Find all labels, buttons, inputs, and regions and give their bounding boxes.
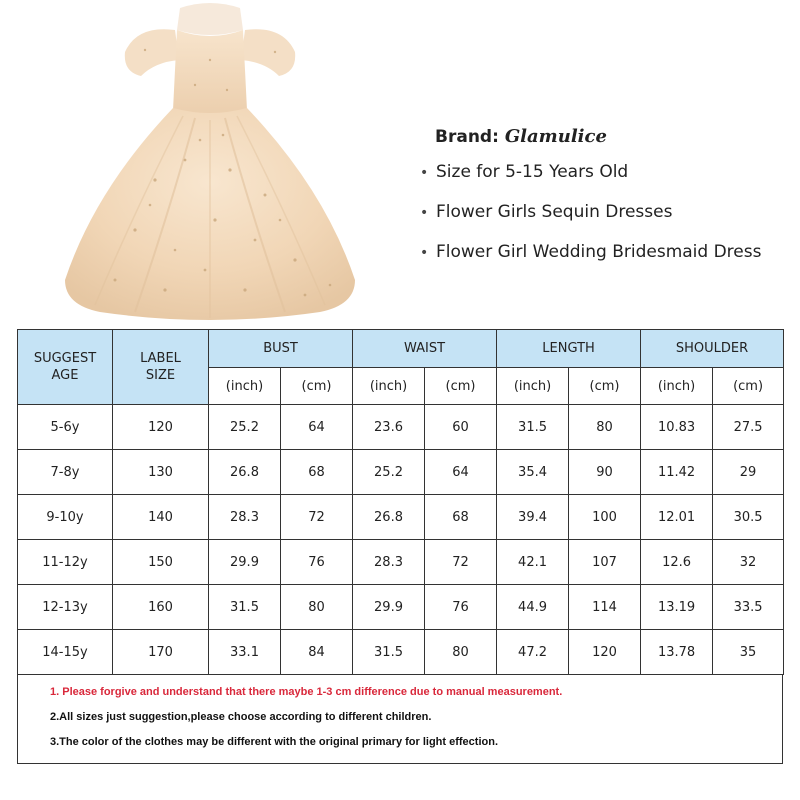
value-cell: 80	[569, 405, 641, 450]
note-2: 2.All sizes just suggestion,please choose according to different children.	[50, 711, 432, 723]
value-cell: 10.83	[641, 405, 713, 450]
value-cell: 80	[425, 630, 497, 675]
brand-name: Glamulice	[504, 126, 607, 147]
value-cell: 60	[425, 405, 497, 450]
value-cell: 11.42	[641, 450, 713, 495]
size-cell: 120	[113, 405, 209, 450]
value-cell: 68	[281, 450, 353, 495]
header-label-size: LABEL SIZE	[113, 330, 209, 405]
unit-inch: (inch)	[641, 368, 713, 405]
bullet-item	[420, 192, 790, 232]
value-cell: 72	[425, 540, 497, 585]
value-cell: 39.4	[497, 495, 569, 540]
value-cell: 13.19	[641, 585, 713, 630]
value-cell: 13.78	[641, 630, 713, 675]
value-cell: 64	[425, 450, 497, 495]
value-cell: 31.5	[353, 630, 425, 675]
age-cell: 7-8y	[18, 450, 113, 495]
value-cell: 80	[281, 585, 353, 630]
value-cell: 31.5	[497, 405, 569, 450]
note-1: 1. Please forgive and understand that there maybe 1-3 cm difference due to manual measurement.	[50, 686, 563, 698]
unit-cm: (cm)	[281, 368, 353, 405]
brand-line	[435, 122, 790, 152]
value-cell: 114	[569, 585, 641, 630]
size-cell: 130	[113, 450, 209, 495]
value-cell: 26.8	[353, 495, 425, 540]
value-cell: 76	[281, 540, 353, 585]
size-cell: 140	[113, 495, 209, 540]
value-cell: 32	[713, 540, 784, 585]
value-cell: 84	[281, 630, 353, 675]
value-cell: 12.01	[641, 495, 713, 540]
bullet-item	[420, 232, 790, 272]
header-length: LENGTH	[497, 330, 641, 368]
bullet-dot-icon: •	[420, 245, 429, 261]
size-cell: 150	[113, 540, 209, 585]
value-cell: 25.2	[209, 405, 281, 450]
header-waist: WAIST	[353, 330, 497, 368]
unit-inch: (inch)	[209, 368, 281, 405]
unit-cm: (cm)	[713, 368, 784, 405]
age-cell: 14-15y	[18, 630, 113, 675]
bullet-text: Size for 5-15 Years Old	[436, 162, 629, 182]
table-row	[18, 495, 784, 540]
value-cell: 27.5	[713, 405, 784, 450]
value-cell: 64	[281, 405, 353, 450]
size-cell: 170	[113, 630, 209, 675]
header-shoulder: SHOULDER	[641, 330, 784, 368]
brand-label: Brand:	[435, 127, 499, 147]
value-cell: 72	[281, 495, 353, 540]
value-cell: 90	[569, 450, 641, 495]
value-cell: 35.4	[497, 450, 569, 495]
table-row	[18, 585, 784, 630]
bullet-item	[420, 152, 790, 192]
unit-cm: (cm)	[425, 368, 497, 405]
age-cell: 12-13y	[18, 585, 113, 630]
age-cell: 11-12y	[18, 540, 113, 585]
notes-box	[17, 674, 783, 764]
value-cell: 100	[569, 495, 641, 540]
value-cell: 29.9	[353, 585, 425, 630]
header-suggest-age: SUGGEST AGE	[18, 330, 113, 405]
table-row	[18, 405, 784, 450]
value-cell: 12.6	[641, 540, 713, 585]
value-cell: 76	[425, 585, 497, 630]
value-cell: 29.9	[209, 540, 281, 585]
value-cell: 29	[713, 450, 784, 495]
product-info	[420, 122, 790, 272]
value-cell: 23.6	[353, 405, 425, 450]
note-3: 3.The color of the clothes may be different with the original primary for light effection.	[50, 736, 498, 748]
value-cell: 35	[713, 630, 784, 675]
value-cell: 31.5	[209, 585, 281, 630]
value-cell: 28.3	[209, 495, 281, 540]
table-row	[18, 450, 784, 495]
value-cell: 33.5	[713, 585, 784, 630]
age-cell: 5-6y	[18, 405, 113, 450]
bullet-dot-icon: •	[420, 205, 429, 221]
value-cell: 28.3	[353, 540, 425, 585]
value-cell: 33.1	[209, 630, 281, 675]
bullet-text: Flower Girl Wedding Bridesmaid Dress	[436, 242, 762, 262]
unit-cm: (cm)	[569, 368, 641, 405]
value-cell: 42.1	[497, 540, 569, 585]
dress-image	[55, 0, 365, 325]
bullet-text: Flower Girls Sequin Dresses	[436, 202, 673, 222]
value-cell: 44.9	[497, 585, 569, 630]
value-cell: 25.2	[353, 450, 425, 495]
size-chart-table	[17, 329, 784, 675]
age-cell: 9-10y	[18, 495, 113, 540]
header-bust: BUST	[209, 330, 353, 368]
value-cell: 47.2	[497, 630, 569, 675]
table-row	[18, 540, 784, 585]
value-cell: 107	[569, 540, 641, 585]
unit-inch: (inch)	[353, 368, 425, 405]
value-cell: 68	[425, 495, 497, 540]
size-cell: 160	[113, 585, 209, 630]
unit-inch: (inch)	[497, 368, 569, 405]
table-row	[18, 630, 784, 675]
bullet-dot-icon: •	[420, 165, 429, 181]
value-cell: 26.8	[209, 450, 281, 495]
value-cell: 120	[569, 630, 641, 675]
value-cell: 30.5	[713, 495, 784, 540]
